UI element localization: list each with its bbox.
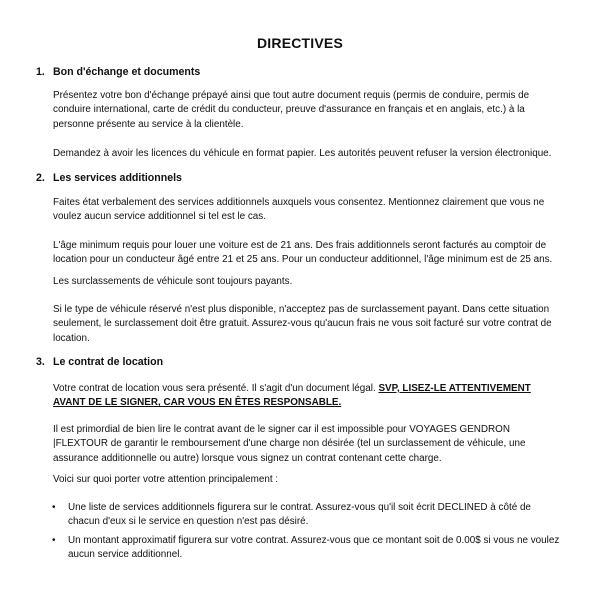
paragraph: Si le type de véhicule réservé n'est plus disponible, n'acceptez pas de surclassement payant. Dans cette situation seulement, le surclassement doit être gratuit. Assurez-vous qu'aucun frais ne vous soit facturé sur votre contrat de location. [53,304,552,344]
section-number: 1. [36,66,45,78]
list-item [52,501,564,530]
section-title: Bon d'échange et documents [53,66,201,78]
section-2-heading [36,172,182,184]
section-number: 2. [36,172,45,184]
paragraph: Les surclassements de véhicule sont toujours payants. [53,276,293,287]
section-1-heading [36,66,200,78]
section-title: Le contrat de location [53,356,164,368]
section-title: Les services additionnels [53,172,182,184]
section-number: 3. [36,356,45,368]
paragraph [53,382,563,411]
bullet-icon: • [52,502,56,513]
paragraph: Voici sur quoi porter votre attention principalement : [53,474,279,485]
bullet-icon: • [52,535,56,546]
paragraph: Présentez votre bon d'échange prépayé ainsi que tout autre document requis (permis de conduire, permis de conduire international, carte de crédit du conducteur, preuve d'assurance en français et en anglais, etc.) à la personne présente au service à la clientèle. [53,90,530,130]
paragraph-text: Votre contrat de location vous sera présenté. Il s'agit d'un document légal. [53,383,379,394]
section-3-heading [36,356,163,368]
page-title: DIRECTIVES [256,35,343,51]
list-item-text: Une liste de services additionnels figurera sur le contrat. Assurez-vous qu'il soit écrit DECLINED à côté de chacun d'eux si le service en question n'est pas désiré. [68,502,531,528]
list-item-text: Un montant approximatif figurera sur votre contrat. Assurez-vous que ce montant soit de 0.00$ si vous ne voulez aucun service additionnel. [68,535,560,561]
warning-text: SVP, LISEZ-LE ATTENTIVEMENT AVANT DE LE SIGNER, CAR VOUS EN ÊTES RESPONSABLE. [53,383,531,409]
paragraph: L'âge minimum requis pour louer une voiture est de 21 ans. Des frais additionnels seront facturés au comptoir de location pour un conducteur âgé entre 21 et 25 ans. Pour un conducteur additionnel, l'âge minimum est de 25 ans. [53,240,553,266]
paragraph: Faites état verbalement des services additionnels auxquels vous consentez. Mentionnez clairement que vous ne voulez aucun service additionnel si tel est le cas. [53,197,545,223]
paragraph: Demandez à avoir les licences du véhicule en format papier. Les autorités peuvent refuser la version électronique. [53,148,552,159]
paragraph: Il est primordial de bien lire le contrat avant de le signer car il est impossible pour VOYAGES GENDRON |FLEXTOUR de garantir le remboursement d'une charge non désirée (tel un surclassement de véhicule, une assurance additionnelle ou autre) lorsque vous signez un contrat contenant cette charge. [53,424,526,464]
list-item [52,534,564,563]
